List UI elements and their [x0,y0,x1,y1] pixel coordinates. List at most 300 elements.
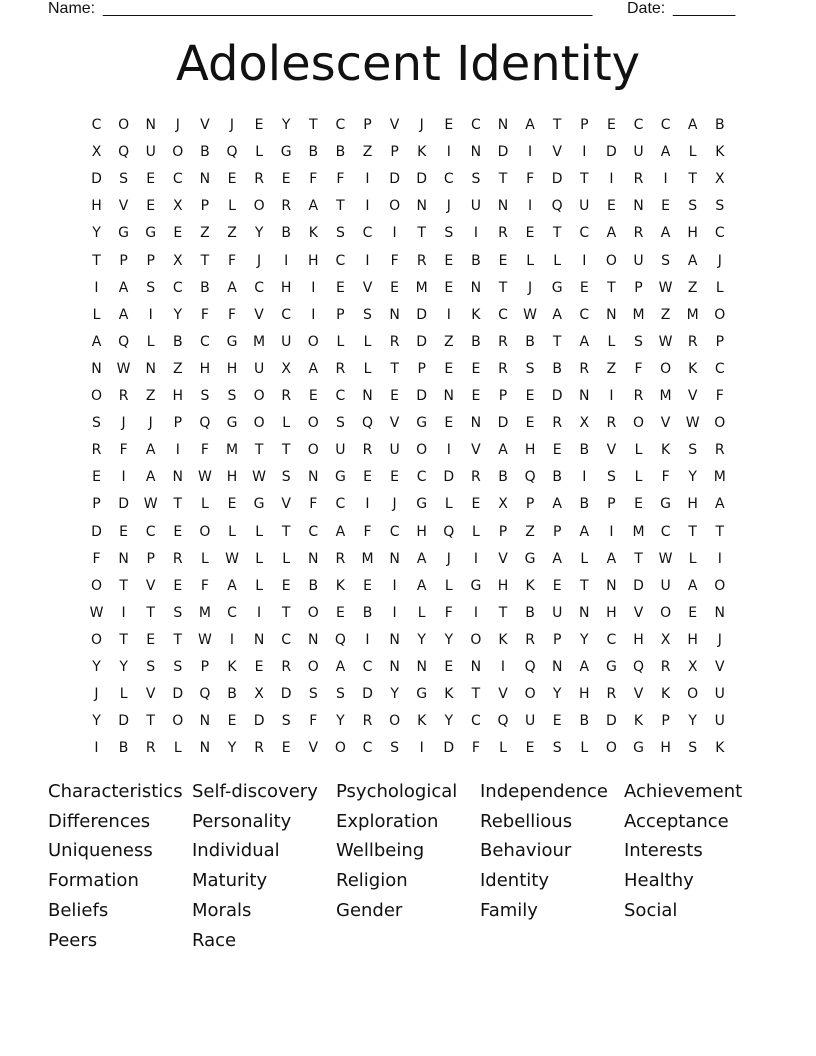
grid-letter[interactable]: D [362,686,373,703]
grid-letter[interactable]: T [552,333,562,350]
grid-letter[interactable]: U [714,686,725,703]
grid-letter[interactable]: V [145,686,156,703]
grid-letter[interactable]: B [118,740,129,757]
grid-letter[interactable]: J [446,550,451,567]
grid-letter[interactable]: L [282,550,291,567]
grid-letter[interactable]: P [200,659,210,675]
grid-letter[interactable]: K [715,740,725,757]
grid-letter[interactable]: W [523,306,538,323]
grid-letter[interactable]: A [687,117,698,133]
grid-letter[interactable]: S [606,469,616,486]
grid-letter[interactable]: S [146,659,156,675]
grid-letter[interactable]: L [255,550,263,567]
grid-letter[interactable]: P [552,523,562,540]
grid-letter[interactable]: C [308,523,319,540]
grid-letter[interactable]: K [471,306,481,323]
grid-letter[interactable]: B [200,144,210,161]
grid-letter[interactable]: O [307,659,319,675]
grid-letter[interactable]: E [606,198,616,215]
grid-letter[interactable]: G [334,469,346,486]
grid-letter[interactable]: W [197,469,212,486]
grid-letter[interactable]: E [254,659,264,675]
grid-letter[interactable]: S [390,740,400,757]
grid-letter[interactable]: L [228,523,236,540]
grid-letter[interactable]: M [253,333,266,350]
grid-letter[interactable]: F [309,496,318,513]
grid-letter[interactable]: J [229,117,235,133]
grid-letter[interactable]: J [392,496,397,513]
grid-letter[interactable]: D [389,171,400,188]
grid-letter[interactable]: B [525,333,535,350]
grid-letter[interactable]: U [714,713,725,730]
grid-letter[interactable]: L [526,252,534,269]
grid-letter[interactable]: C [498,306,508,323]
grid-letter[interactable]: A [416,577,427,594]
grid-letter[interactable]: I [582,469,587,486]
grid-letter[interactable]: G [253,496,265,513]
grid-letter[interactable]: O [470,631,482,648]
grid-letter[interactable]: D [91,171,102,188]
grid-letter[interactable]: A [525,117,535,133]
grid-letter[interactable]: C [660,523,671,540]
grid-letter[interactable]: W [143,496,158,513]
grid-letter[interactable]: N [118,550,129,567]
grid-letter[interactable]: V [281,496,291,513]
grid-letter[interactable]: L [444,577,453,594]
grid-letter[interactable]: R [416,252,427,269]
grid-letter[interactable]: C [281,631,292,648]
grid-letter[interactable]: D [172,686,184,703]
grid-letter[interactable]: T [309,117,318,133]
grid-letter[interactable]: C [443,171,454,188]
grid-letter[interactable]: U [335,442,346,459]
grid-letter[interactable]: B [579,442,590,459]
grid-letter[interactable]: R [145,740,156,757]
grid-letter[interactable]: L [417,604,426,621]
grid-letter[interactable]: P [417,360,426,377]
grid-letter[interactable]: F [526,171,535,188]
grid-letter[interactable]: E [363,469,372,486]
grid-letter[interactable]: E [363,577,372,594]
grid-letter[interactable]: K [498,631,508,648]
grid-letter[interactable]: V [660,415,671,432]
grid-letter[interactable]: L [255,144,263,161]
grid-letter[interactable]: I [365,171,370,188]
grid-letter[interactable]: I [365,496,370,513]
grid-letter[interactable]: T [471,686,481,703]
grid-letter[interactable]: H [633,631,644,648]
grid-letter[interactable]: I [446,442,451,459]
grid-letter[interactable]: K [633,713,644,730]
grid-letter[interactable]: O [307,604,319,621]
grid-letter[interactable]: Q [497,713,509,730]
grid-letter[interactable]: Q [443,523,455,540]
grid-letter[interactable]: B [362,604,373,621]
grid-letter[interactable]: T [254,442,264,459]
grid-letter[interactable]: P [498,388,508,404]
grid-letter[interactable]: E [525,415,535,432]
grid-letter[interactable]: O [714,306,726,323]
grid-letter[interactable]: K [661,686,671,703]
grid-letter[interactable]: P [146,252,155,269]
grid-letter[interactable]: R [660,659,671,675]
grid-letter[interactable]: N [308,469,319,486]
grid-letter[interactable]: R [281,388,292,404]
grid-letter[interactable]: X [498,496,508,513]
grid-letter[interactable]: I [392,577,397,594]
grid-letter[interactable]: M [632,523,645,540]
grid-letter[interactable]: E [634,496,643,513]
grid-letter[interactable]: O [714,415,726,432]
grid-letter[interactable]: I [284,252,289,269]
grid-letter[interactable]: E [579,279,589,296]
grid-letter[interactable]: S [444,225,454,242]
grid-letter[interactable]: E [444,117,454,133]
grid-letter[interactable]: M [686,306,699,323]
grid-letter[interactable]: C [254,279,264,296]
grid-letter[interactable]: H [91,198,102,215]
grid-letter[interactable]: R [525,631,535,648]
grid-letter[interactable]: D [633,577,644,594]
grid-letter[interactable]: T [498,171,508,188]
grid-letter[interactable]: E [281,740,291,757]
grid-letter[interactable]: A [660,225,671,242]
grid-letter[interactable]: P [336,306,345,323]
grid-letter[interactable]: W [252,469,267,486]
grid-letter[interactable]: E [444,252,454,269]
grid-letter[interactable]: D [551,388,563,404]
grid-letter[interactable]: R [335,360,346,377]
grid-letter[interactable]: C [633,117,644,133]
grid-letter[interactable]: V [715,659,725,675]
grid-letter[interactable]: F [336,171,345,188]
grid-letter[interactable]: R [579,360,590,377]
grid-letter[interactable]: Y [173,306,183,323]
grid-letter[interactable]: V [633,604,644,621]
grid-letter[interactable]: P [200,198,210,215]
grid-letter[interactable]: C [714,360,725,377]
grid-letter[interactable]: V [308,740,319,757]
grid-letter[interactable]: D [416,171,428,188]
grid-letter[interactable]: K [661,442,671,459]
grid-letter[interactable]: E [471,388,481,404]
grid-letter[interactable]: Q [524,659,536,675]
grid-letter[interactable]: R [606,686,617,703]
grid-letter[interactable]: I [446,306,451,323]
grid-letter[interactable]: B [200,279,210,296]
grid-letter[interactable]: Y [580,631,589,648]
grid-letter[interactable]: I [311,306,316,323]
grid-letter[interactable]: I [175,442,180,459]
grid-letter[interactable]: G [524,550,536,567]
grid-letter[interactable]: C [471,713,481,730]
grid-letter[interactable]: G [118,225,130,242]
grid-letter[interactable]: E [227,171,237,188]
grid-letter[interactable]: Y [417,631,426,648]
grid-letter[interactable]: R [172,550,183,567]
grid-letter[interactable]: P [92,496,101,513]
date-blank[interactable]: _______ [673,0,736,17]
grid-letter[interactable]: N [91,360,102,377]
grid-letter[interactable]: S [308,686,318,703]
grid-letter[interactable]: I [528,198,533,215]
grid-letter[interactable]: U [470,198,482,215]
grid-letter[interactable]: A [552,496,562,513]
grid-letter[interactable]: G [660,496,672,513]
grid-letter[interactable]: M [198,604,211,621]
grid-letter[interactable]: R [633,388,644,404]
grid-letter[interactable]: E [525,740,535,757]
grid-letter[interactable]: Q [524,469,536,486]
grid-letter[interactable]: T [552,117,562,133]
grid-letter[interactable]: R [552,415,563,432]
grid-letter[interactable]: R [362,713,373,730]
grid-letter[interactable]: T [173,631,183,648]
grid-letter[interactable]: O [307,333,319,350]
grid-letter[interactable]: P [390,144,399,161]
grid-letter[interactable]: I [473,225,478,242]
grid-letter[interactable]: Z [687,279,698,296]
grid-letter[interactable]: O [389,713,401,730]
grid-letter[interactable]: D [118,496,129,513]
grid-letter[interactable]: H [579,686,590,703]
grid-letter[interactable]: N [416,198,427,215]
grid-letter[interactable]: N [443,388,455,404]
grid-letter[interactable]: B [471,333,481,350]
grid-letter[interactable]: L [580,550,589,567]
grid-letter[interactable]: Z [173,360,183,377]
grid-letter[interactable]: E [146,631,156,648]
grid-letter[interactable]: V [471,442,481,459]
grid-letter[interactable]: L [499,740,507,757]
grid-letter[interactable]: R [281,198,292,215]
grid-letter[interactable]: I [609,171,614,188]
grid-letter[interactable]: C [172,171,183,188]
grid-letter[interactable]: T [390,360,399,377]
grid-letter[interactable]: X [281,360,291,377]
grid-letter[interactable]: S [227,388,237,404]
grid-letter[interactable]: P [661,713,670,730]
grid-letter[interactable]: I [148,306,153,323]
grid-letter[interactable]: I [609,388,614,404]
grid-letter[interactable]: L [200,550,209,567]
grid-letter[interactable]: U [633,252,644,269]
grid-letter[interactable]: F [309,171,318,188]
grid-letter[interactable]: T [281,442,291,459]
grid-letter[interactable]: A [579,333,590,350]
grid-letter[interactable]: X [579,415,590,432]
grid-letter[interactable]: R [91,442,102,459]
grid-letter[interactable]: E [444,415,454,432]
grid-letter[interactable]: R [606,415,617,432]
grid-letter[interactable]: R [254,171,264,188]
grid-letter[interactable]: G [280,144,292,161]
grid-letter[interactable]: R [714,442,725,459]
grid-letter[interactable]: O [172,144,184,161]
grid-letter[interactable]: T [146,604,155,621]
grid-letter[interactable]: A [145,469,156,486]
grid-letter[interactable]: J [717,631,722,648]
grid-letter[interactable]: R [687,333,698,350]
grid-letter[interactable]: L [228,198,236,215]
grid-letter[interactable]: F [444,604,453,621]
grid-letter[interactable]: S [92,415,101,432]
grid-letter[interactable]: P [146,550,155,567]
grid-letter[interactable]: Q [334,631,346,648]
grid-letter[interactable]: R [118,388,129,404]
grid-letter[interactable]: L [715,279,724,296]
grid-letter[interactable]: T [200,252,210,269]
grid-letter[interactable]: Y [119,659,128,675]
grid-letter[interactable]: L [688,550,697,567]
grid-letter[interactable]: P [525,496,535,513]
grid-letter[interactable]: S [281,713,291,730]
grid-letter[interactable]: F [471,740,480,757]
grid-letter[interactable]: Y [444,713,454,730]
grid-letter[interactable]: T [580,171,589,188]
grid-letter[interactable]: G [416,496,428,513]
grid-letter[interactable]: N [253,631,265,648]
grid-letter[interactable]: C [362,225,373,242]
grid-letter[interactable]: L [444,496,453,513]
grid-letter[interactable]: E [308,388,318,404]
grid-letter[interactable]: U [579,198,590,215]
grid-letter[interactable]: A [118,306,129,323]
grid-letter[interactable]: N [172,469,184,486]
grid-letter[interactable]: D [497,415,509,432]
grid-letter[interactable]: A [579,523,590,540]
grid-letter[interactable]: H [226,469,238,486]
grid-letter[interactable]: C [335,496,346,513]
grid-letter[interactable]: Q [118,144,130,161]
grid-letter[interactable]: N [389,659,400,675]
grid-letter[interactable]: U [660,577,671,594]
grid-letter[interactable]: E [146,198,156,215]
grid-letter[interactable]: J [717,252,722,269]
grid-letter[interactable]: Y [688,713,697,730]
grid-letter[interactable]: D [118,713,129,730]
grid-letter[interactable]: M [415,279,428,296]
grid-letter[interactable]: J [94,686,99,703]
grid-letter[interactable]: T [336,198,345,215]
grid-letter[interactable]: J [175,117,180,133]
grid-letter[interactable]: E [661,198,671,215]
grid-letter[interactable]: J [528,279,533,296]
grid-letter[interactable]: U [389,442,400,459]
grid-letter[interactable]: E [444,279,454,296]
grid-letter[interactable]: L [363,333,372,350]
grid-letter[interactable]: I [94,740,99,757]
grid-letter[interactable]: C [389,523,400,540]
grid-letter[interactable]: C [200,333,210,350]
grid-letter[interactable]: F [119,442,128,459]
grid-letter[interactable]: I [582,144,587,161]
grid-letter[interactable]: E [281,577,291,594]
grid-letter[interactable]: I [94,279,99,296]
grid-letter[interactable]: N [579,388,590,404]
grid-letter[interactable]: D [253,713,265,730]
grid-letter[interactable]: B [172,333,183,350]
grid-letter[interactable]: Y [390,686,399,703]
grid-letter[interactable]: D [416,333,428,350]
grid-letter[interactable]: U [253,360,265,377]
grid-letter[interactable]: T [498,279,508,296]
grid-letter[interactable]: B [471,252,481,269]
grid-letter[interactable]: X [254,686,264,703]
grid-letter[interactable]: E [498,252,508,269]
grid-letter[interactable]: C [579,225,590,242]
grid-letter[interactable]: D [91,523,102,540]
grid-letter[interactable]: A [552,550,562,567]
grid-letter[interactable]: K [335,577,345,594]
grid-letter[interactable]: I [582,252,587,269]
grid-letter[interactable]: L [634,469,643,486]
grid-letter[interactable]: I [257,604,262,621]
grid-letter[interactable]: M [659,388,672,404]
grid-letter[interactable]: D [497,144,509,161]
grid-letter[interactable]: N [470,659,482,675]
grid-letter[interactable]: W [658,333,673,350]
grid-letter[interactable]: F [715,388,724,404]
grid-letter[interactable]: X [173,198,183,215]
grid-letter[interactable]: H [308,252,319,269]
grid-letter[interactable]: T [634,550,643,567]
grid-letter[interactable]: E [119,523,129,540]
grid-letter[interactable]: Z [660,306,671,323]
grid-letter[interactable]: N [389,550,400,567]
grid-letter[interactable]: C [335,117,346,133]
grid-letter[interactable]: P [119,252,128,269]
grid-letter[interactable]: K [227,659,237,675]
grid-letter[interactable]: A [579,659,590,675]
grid-letter[interactable]: O [605,252,617,269]
grid-letter[interactable]: O [632,415,645,432]
grid-letter[interactable]: K [308,225,318,242]
grid-letter[interactable]: O [687,686,699,703]
grid-letter[interactable]: I [419,740,424,757]
grid-letter[interactable]: F [227,252,237,269]
grid-letter[interactable]: V [118,198,129,215]
grid-letter[interactable]: I [365,631,370,648]
grid-letter[interactable]: J [419,117,424,133]
grid-letter[interactable]: Y [281,117,291,133]
grid-letter[interactable]: H [660,740,671,757]
grid-letter[interactable]: E [390,279,400,296]
grid-letter[interactable]: S [525,360,535,377]
grid-letter[interactable]: Q [118,333,130,350]
grid-letter[interactable]: I [229,631,235,648]
grid-letter[interactable]: K [715,144,725,161]
grid-letter[interactable]: Z [362,144,373,161]
grid-letter[interactable]: E [390,469,400,486]
grid-letter[interactable]: F [309,713,318,730]
grid-letter[interactable]: V [389,415,400,432]
grid-letter[interactable]: E [688,604,698,621]
grid-letter[interactable]: X [173,252,183,269]
grid-letter[interactable]: A [687,252,698,269]
grid-letter[interactable]: C [416,469,427,486]
grid-letter[interactable]: Y [92,713,101,730]
grid-letter[interactable]: H [280,279,292,296]
grid-letter[interactable]: E [173,577,183,594]
grid-letter[interactable]: P [552,631,562,648]
grid-letter[interactable]: E [552,442,562,459]
grid-letter[interactable]: P [634,279,643,296]
grid-letter[interactable]: Z [525,523,535,540]
grid-letter[interactable]: B [335,144,346,161]
grid-letter[interactable]: J [148,415,153,432]
grid-letter[interactable]: H [497,577,509,594]
